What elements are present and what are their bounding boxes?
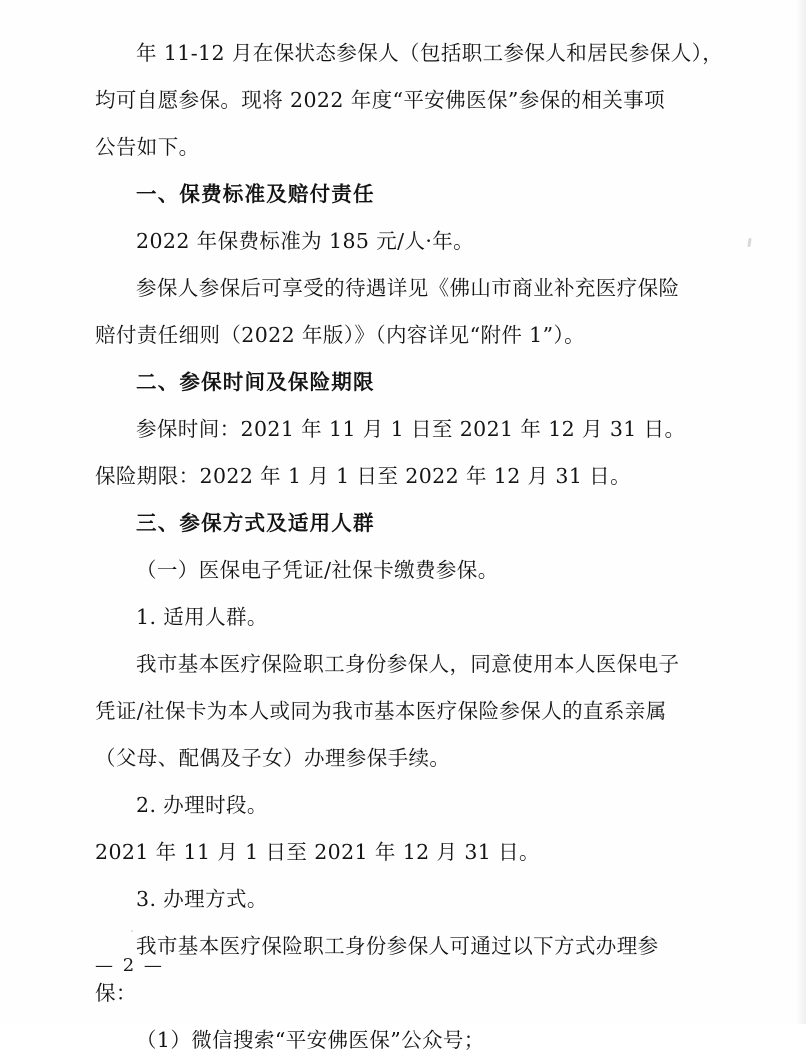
- paragraph-line: （1）微信搜索“平安佛医保”公众号；: [136, 1028, 485, 1052]
- section-heading-3: 三、参保方式及适用人群: [136, 511, 375, 535]
- paragraph-line: 参保时间：2021 年 11 月 1 日至 2021 年 12 月 31 日。: [136, 417, 686, 441]
- scan-artifact: [131, 930, 133, 932]
- section-heading-2: 二、参保时间及保险期限: [136, 370, 375, 394]
- paragraph-line: 公告如下。: [95, 135, 200, 159]
- page-number: — 2 —: [95, 955, 164, 976]
- paragraph-line: 3. 办理方式。: [136, 887, 268, 911]
- paragraph-line: 我市基本医疗保险职工身份参保人，同意使用本人医保电子: [136, 652, 680, 676]
- paragraph-line: （父母、配偶及子女）办理参保手续。: [95, 746, 451, 770]
- paragraph-line: 保：: [95, 981, 137, 1005]
- document-body: [95, 30, 736, 1064]
- paragraph-line: （一）医保电子凭证/社保卡缴费参保。: [136, 558, 499, 582]
- paragraph-line: 赔付责任细则（2022 年版）》（内容详见“附件 1”）。: [95, 323, 586, 347]
- page-edge-shadow: [796, 0, 806, 1024]
- paragraph-line: 均可自愿参保。现将 2022 年度“平安佛医保”参保的相关事项: [95, 88, 666, 112]
- paragraph-line: 2. 办理时段。: [136, 793, 268, 817]
- paragraph-line: 我市基本医疗保险职工身份参保人可通过以下方式办理参: [136, 934, 659, 958]
- paragraph-line: 2022 年保费标准为 185 元/人·年。: [136, 229, 475, 253]
- scan-artifact: [747, 238, 751, 247]
- section-heading-1: 一、保费标准及赔付责任: [136, 182, 375, 206]
- paragraph-line: 年 11-12 月在保状态参保人（包括职工参保人和居民参保人），: [136, 41, 724, 65]
- paragraph-line: 2021 年 11 月 1 日至 2021 年 12 月 31 日。: [95, 840, 540, 864]
- paragraph-line: 凭证/社保卡为本人或同为我市基本医疗保险参保人的直系亲属: [95, 699, 667, 723]
- paragraph-line: 参保人参保后可享受的待遇详见《佛山市商业补充医疗保险: [136, 276, 680, 300]
- paragraph-line: 保险期限：2022 年 1 月 1 日至 2022 年 12 月 31 日。: [95, 464, 631, 488]
- paragraph-line: 1. 适用人群。: [136, 605, 268, 629]
